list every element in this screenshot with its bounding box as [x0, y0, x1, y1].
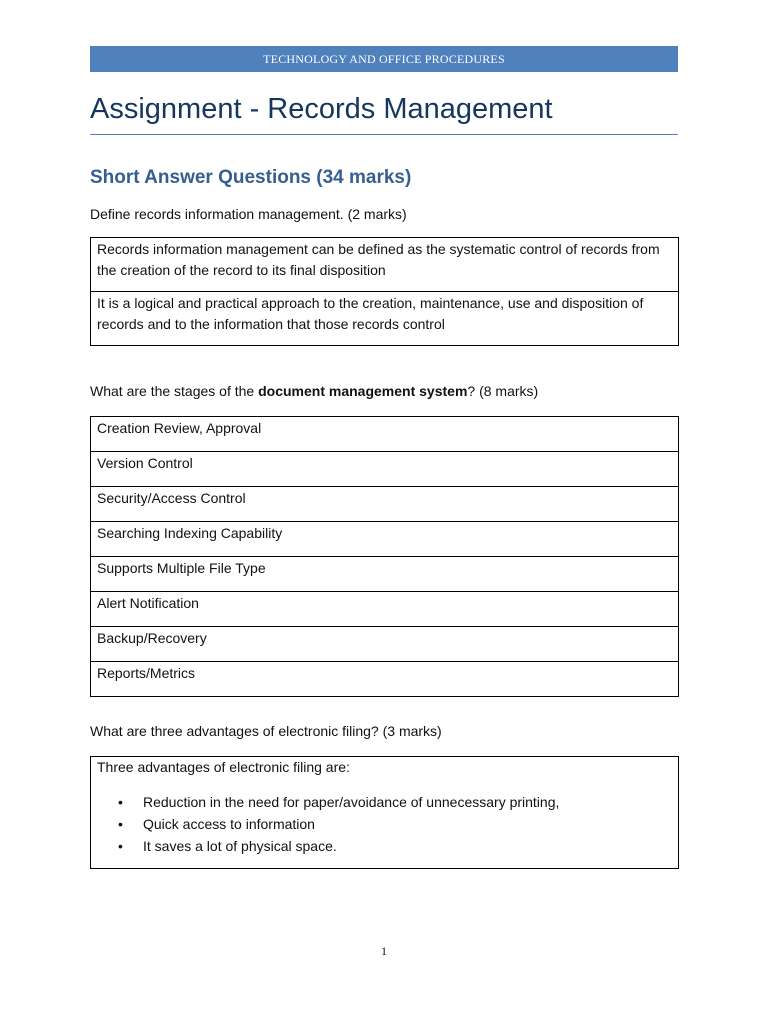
list-item-text: Quick access to information	[143, 816, 315, 832]
answer-cell: Security/Access Control	[91, 487, 679, 522]
answer-cell: Supports Multiple File Type	[91, 557, 679, 592]
page-number: 1	[381, 944, 387, 958]
header-banner: TECHNOLOGY AND OFFICE PROCEDURES	[90, 46, 678, 72]
document-title: Assignment - Records Management	[90, 93, 553, 125]
answer-cell: Backup/Recovery	[91, 627, 679, 662]
question-2-answer-table	[90, 416, 679, 697]
question-2-prompt-start: What are the stages of the	[90, 383, 259, 399]
table-row	[91, 627, 679, 662]
answer-cell: Searching Indexing Capability	[91, 522, 679, 557]
table-row	[91, 292, 679, 346]
question-1-prompt: Define records information management. (2 marks)	[90, 206, 407, 222]
question-3-prompt: What are three advantages of electronic filing? (3 marks)	[90, 723, 442, 739]
table-row	[91, 592, 679, 627]
list-item	[91, 791, 559, 813]
title-divider	[90, 134, 678, 135]
advantages-list	[91, 791, 559, 857]
bullet-icon: •	[118, 838, 123, 854]
answer-cell: Version Control	[91, 452, 679, 487]
table-row	[91, 417, 679, 452]
answer-cell: Alert Notification	[91, 592, 679, 627]
table-row	[91, 522, 679, 557]
bullet-icon: •	[118, 794, 123, 810]
list-item-text: It saves a lot of physical space.	[143, 838, 337, 854]
answer-cell: Creation Review, Approval	[91, 417, 679, 452]
list-item-text: Reduction in the need for paper/avoidance of unnecessary printing,	[143, 794, 560, 810]
question-1-answer-table	[90, 237, 679, 346]
question-3-answer-box	[90, 756, 679, 869]
question-2-prompt-end: ? (8 marks)	[467, 383, 539, 399]
answer-intro: Three advantages of electronic filing are:	[97, 759, 350, 775]
section-heading: Short Answer Questions (34 marks)	[90, 167, 412, 188]
table-row	[91, 662, 679, 697]
answer-cell: Records information management can be defined as the systematic control of records from the creation of the record to its final disposition	[91, 238, 679, 292]
question-2-prompt-bold: document management system	[258, 383, 468, 399]
answer-cell: It is a logical and practical approach to the creation, maintenance, use and disposition of records and to the information that those records control	[91, 292, 679, 346]
list-item	[91, 835, 559, 857]
bullet-icon: •	[118, 816, 123, 832]
table-row	[91, 487, 679, 522]
table-row	[91, 452, 679, 487]
table-row	[91, 238, 679, 292]
table-row	[91, 557, 679, 592]
question-2-prompt	[90, 382, 538, 400]
answer-cell: Reports/Metrics	[91, 662, 679, 697]
list-item	[91, 813, 559, 835]
